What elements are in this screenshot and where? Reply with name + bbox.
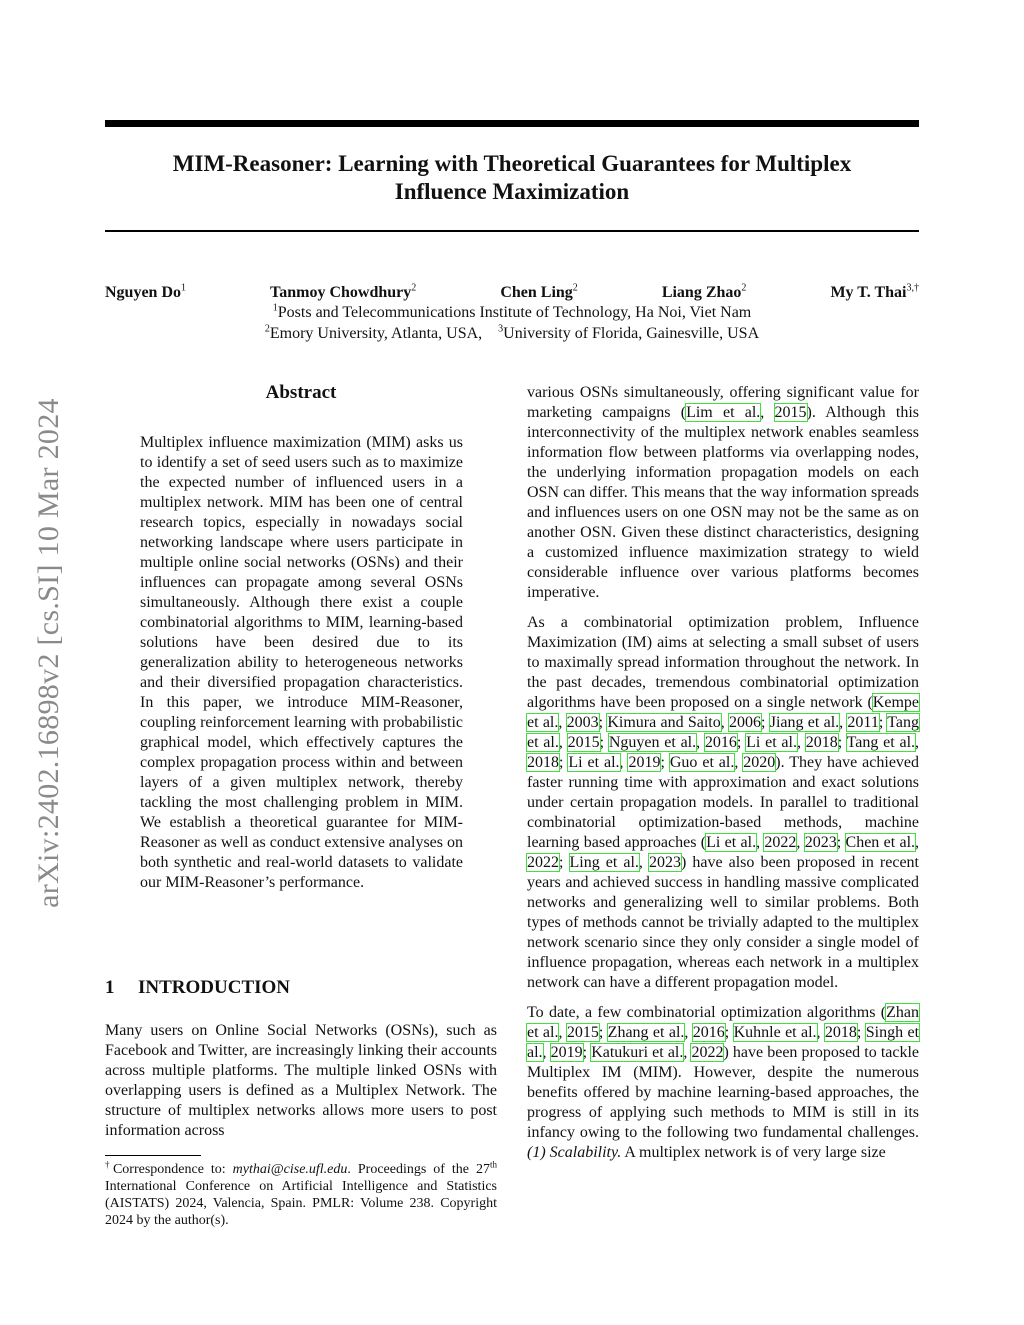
- title-rule-top: [105, 120, 919, 127]
- author: Tanmoy Chowdhury$^2$: [270, 282, 417, 301]
- right-column: [527, 383, 919, 1173]
- affiliation-1: $^1$Posts and Telecommunications Institute of Technology, Ha Noi, Viet Nam: [272, 302, 752, 321]
- title-line-1: MIM-Reasoner: Learning with Theoretical Guarantees for Multiplex: [172, 151, 852, 176]
- citation-link[interactable]: Katukuri et al.: [591, 1044, 684, 1061]
- citation-link[interactable]: 2022: [527, 854, 559, 871]
- citation-link[interactable]: 2018: [527, 754, 559, 771]
- author-list: [105, 284, 919, 302]
- abstract-heading: Abstract: [265, 382, 337, 403]
- affiliation-2-3: $^2$Emory University, Atlanta, USA, $^3$University of Florida, Gainesville, USA: [264, 323, 760, 342]
- paper-title: [105, 150, 919, 206]
- citation-link[interactable]: 2006: [729, 714, 762, 731]
- citation-link[interactable]: Tang et al.: [846, 734, 916, 751]
- citation-link[interactable]: 2022: [764, 834, 797, 851]
- citation-link[interactable]: 2019: [628, 754, 661, 771]
- citation-link[interactable]: 2016: [692, 1024, 725, 1041]
- citation-link[interactable]: 2011: [847, 714, 879, 731]
- author: Liang Zhao$^2$: [661, 282, 747, 301]
- citation-link[interactable]: Tang et al.: [527, 714, 919, 751]
- arxiv-side-stamp: [32, 365, 66, 940]
- citation-link[interactable]: Li et al.: [706, 834, 757, 851]
- citation-link[interactable]: Zhan et al.: [527, 1004, 919, 1041]
- citation-link[interactable]: 2018: [824, 1024, 857, 1041]
- citation-link[interactable]: Kuhnle et al.: [733, 1024, 817, 1041]
- citation-link[interactable]: Zhang et al.: [607, 1024, 685, 1041]
- author: Nguyen Do$^1$: [105, 282, 187, 301]
- citation-link[interactable]: 2022: [691, 1044, 724, 1061]
- citation-link[interactable]: 2019: [550, 1044, 583, 1061]
- citation-link[interactable]: 2015: [566, 1024, 599, 1041]
- citation-link[interactable]: 2023: [804, 834, 837, 851]
- citation-link[interactable]: Li et al.: [746, 734, 797, 751]
- citation-link[interactable]: 2015: [567, 734, 600, 751]
- title-rule-bottom: [105, 230, 919, 232]
- title-line-2: Influence Maximization: [394, 179, 630, 204]
- section-heading-introduction: 1 INTRODUCTION: [105, 977, 291, 998]
- citation-link[interactable]: 2016: [704, 734, 737, 751]
- footnote: †Correspondence to: mythai@cise.ufl.edu. Proceedings of the 27th International Conference on Artificial Intelligence and Statistics (AISTATS) 2024, Valencia, Spain. PMLR: Volume 238. Copyright 2024 by the author(s).: [105, 1159, 497, 1228]
- author: My T. Thai$^{3,\dagger}$: [830, 282, 919, 301]
- intro-paragraph-1: Many users on Online Social Networks (OSNs), such as Facebook and Twitter, are increasingly linking their accounts across multiple platforms. The multiple linked OSNs with overlapping users is defined as a Multiplex Network. The structure of multiplex networks allows more users to post information across: [105, 1022, 497, 1139]
- citation-link[interactable]: Ling et al.: [569, 854, 639, 871]
- citation-link[interactable]: Li et al.: [568, 754, 620, 771]
- citation-link[interactable]: Singh et al.: [527, 1024, 920, 1061]
- citation-link[interactable]: 2020: [743, 754, 776, 771]
- citation-link[interactable]: 2003: [566, 714, 599, 731]
- abstract-text: Multiplex influence maximization (MIM) asks us to identify a set of seed users such as to maximize the expected number of influenced users in a multiplex network. MIM has been one of central research topics, especially in nowadays social networking landscape where users participate in multiple online social networks (OSNs) and their influences can propagate among several OSNs simultaneously. Although there exist a couple combinatorial algorithms to MIM, learning-based solutions have been desired due to its generalization ability to heterogeneous networks and their diversified propagation characteristics. In this paper, we introduce MIM-Reasoner, coupling reinforcement learning with probabilistic graphical model, which effectively captures the complex propagation process within and between layers of a given multiplex network, thereby tackling the most challenging problem in MIM. We establish a theoretical guarantee for MIM-Reasoner as well as conduct extensive analyses on both synthetic and real-world datasets to validate our MIM-Reasoner’s performance.: [140, 434, 464, 891]
- arxiv-identifier: arXiv:2402.16898v2 [cs.SI] 10 Mar 2024: [32, 397, 66, 908]
- citation-link[interactable]: 2018: [805, 734, 838, 751]
- citation-link[interactable]: Jiang et al.: [769, 714, 840, 731]
- citation-link[interactable]: Chen et al.: [845, 834, 916, 851]
- citation-link[interactable]: Kempe et al.: [527, 694, 919, 731]
- author: Chen Ling$^2$: [500, 282, 578, 301]
- intro-paragraph-3: As a combinatorial optimization problem, Influence Maximization (IM) aims at selecting a small subset of users to maximally spread information throughout the network. In the past decades, tremendous combinatorial optimization algorithms have been proposed on a single network (Kempe et al., 2003; Kimura and Saito, 2006; Jiang et al., 2011; Tang et al., 2015; Nguyen et al., 2016; Li et al., 2018; Tang et al., 2018; Li et al., 2019; Guo et al., 2020). They have achieved faster running time with approximation and exact solutions under certain propagation models. In parallel to traditional combinatorial optimization-based methods, machine learning based approaches (Li et al., 2022, 2023; Chen et al., 2022; Ling et al., 2023) have also been proposed in recent years and achieved success in handling massive complicated networks and generalizing well to similar problems. Both types of methods cannot be trivially adapted to the multiplex network scenario since they only consider a single model of influence propagation, whereas each network in a multiplex network can have a different propagation model.: [527, 614, 920, 991]
- intro-paragraph-4: To date, a few combinatorial optimization algorithms (Zhan et al., 2015; Zhang et al., 2016; Kuhnle et al., 2018; Singh et al., 2019; Katukuri et al., 2022) have been proposed to tackle Multiplex IM (MIM). However, despite the numerous benefits offered by machine learning-based approaches, the progress of applying such methods to MIM is still in its infancy owing to the following two fundamental challenges. (1) Scalability. A multiplex network is of very large size: [527, 1004, 920, 1161]
- citation-link[interactable]: Kimura and Saito: [607, 714, 721, 731]
- citation-link[interactable]: Nguyen et al.: [608, 734, 697, 751]
- citation-link[interactable]: 2023: [648, 854, 681, 871]
- correspondence-email[interactable]: mythai@cise.ufl.edu: [232, 1162, 348, 1177]
- citation-link[interactable]: Lim et al.: [686, 404, 761, 421]
- citation-link[interactable]: 2015: [774, 404, 807, 421]
- intro-paragraph-2: various OSNs simultaneously, offering significant value for marketing campaigns (Lim et al., 2015). Although this interconnectivity of the multiplex network enables seamless information flow between platforms via overlapping nodes, the underlying information propagation models on each OSN can differ. This means that the way information spreads and influences users on one OSN may not be the same as on another OSN. Given these distinct characteristics, designing a customized influence maximization strategy to wield considerable influence over various platforms becomes imperative.: [527, 384, 919, 601]
- citation-link[interactable]: Guo et al.: [669, 754, 735, 771]
- footnote-rule: [105, 1155, 201, 1156]
